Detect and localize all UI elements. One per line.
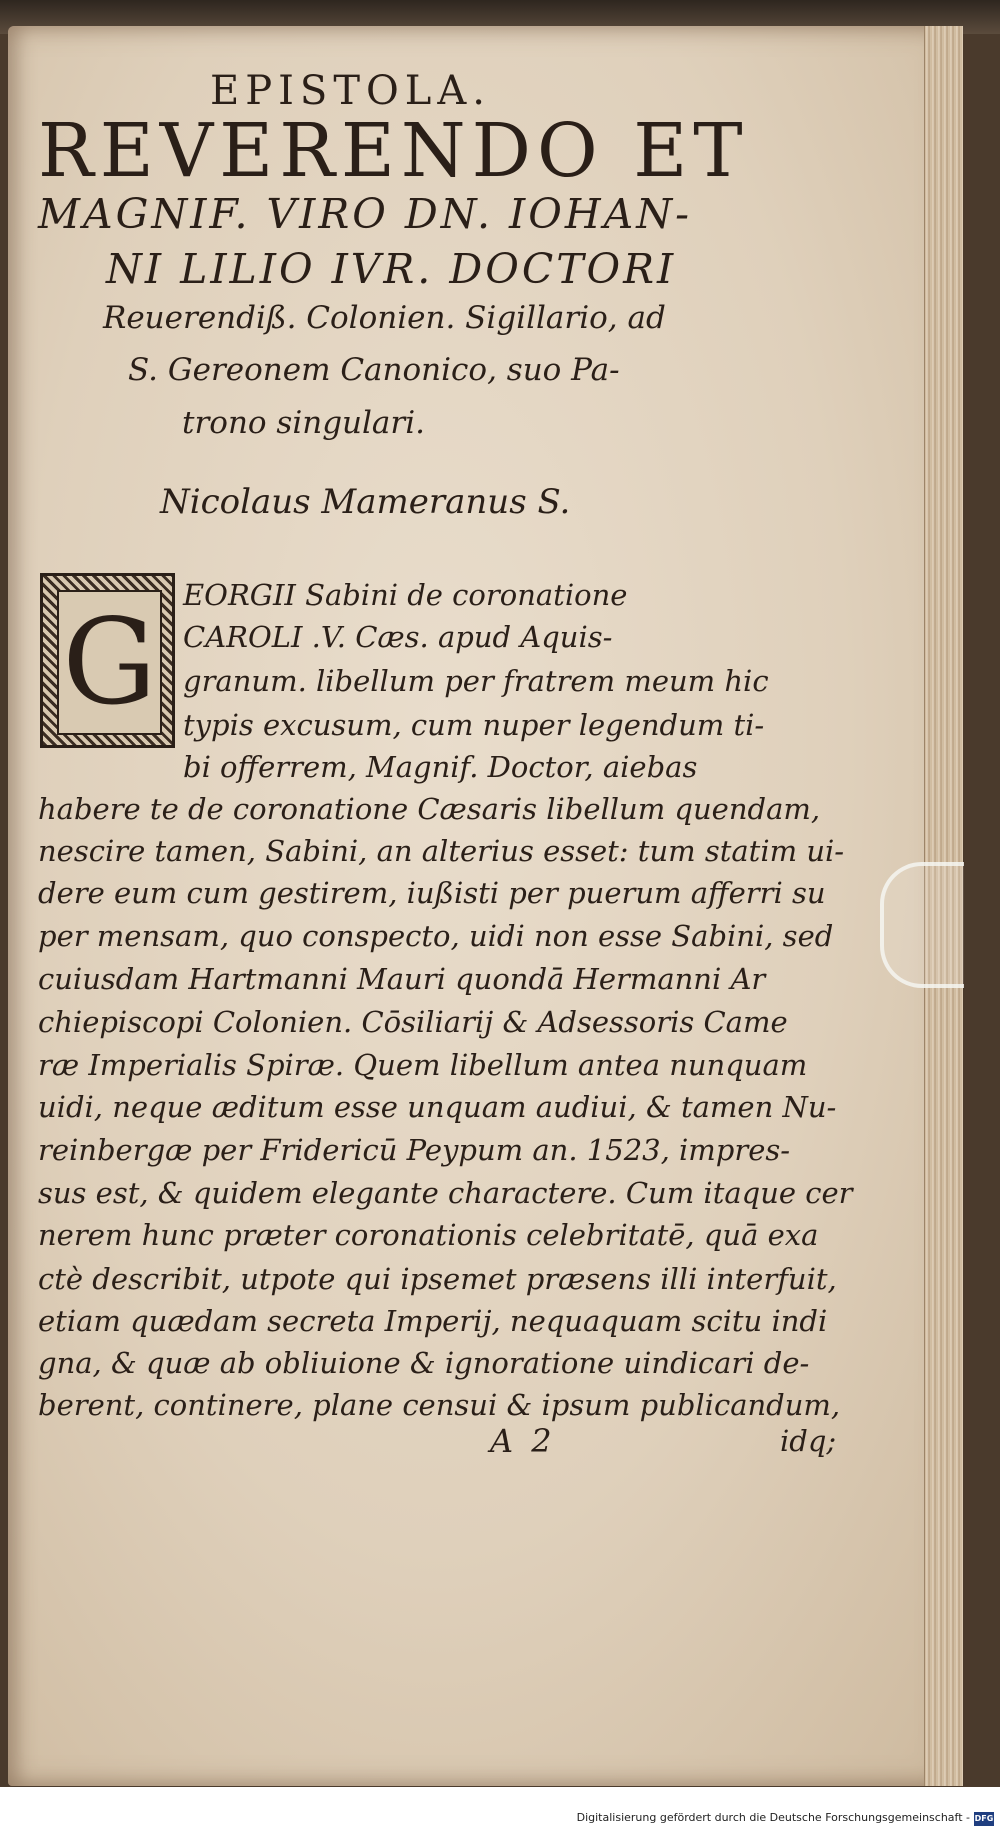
text-line: EORGII Sabini de coronatione [183, 578, 628, 612]
running-title: EPISTOLA. [210, 68, 491, 114]
text-line: uidi, neque æditum esse unquam audiui, & tamen Nu- [38, 1090, 837, 1124]
text-line: berent, continere, plane censui & ipsum publicandum, [38, 1388, 841, 1422]
text-line: per mensam, quo conspecto, uidi non esse Sabini, sed [38, 919, 834, 953]
text-line: etiam quædam secreta Imperij, nequaquam scitu indi [38, 1304, 828, 1338]
signature-mark: A 2 [490, 1422, 556, 1460]
text-line: habere te de coronatione Cæsaris libellum quendam, [38, 792, 821, 826]
heading-reverendo: REVERENDO ET [38, 108, 749, 194]
text-line: chiepiscopi Colonien. Cōsiliarij & Adsessoris Came [38, 1005, 788, 1039]
text-line: gna, & quæ ab obliuione & ignoratione uindicari de- [38, 1346, 810, 1380]
paper-clip [880, 862, 964, 988]
text-line: typis excusum, cum nuper legendum ti- [183, 708, 765, 742]
heading-line-3: MAGNIF. VIRO DN. IOHAN- [38, 190, 692, 238]
funding-notice: Digitalisierung gefördert durch die Deutsche Forschungsgemeinschaft - [576, 1811, 970, 1824]
heading-line-4: NI LILIO IVR. DOCTORI [106, 245, 677, 293]
text-line: ctè describit, utpote qui ipsemet præsens illi interfuit, [38, 1262, 837, 1296]
text-line: reinbergæ per Fridericū Peypum an. 1523, impres- [38, 1133, 791, 1167]
text-line: nescire tamen, Sabini, an alterius esset: tum statim ui- [38, 834, 845, 868]
dfg-logo[interactable]: DFG [974, 1812, 994, 1826]
text-line: nerem hunc præter coronationis celebritatē, quā exa [38, 1218, 819, 1252]
text-line: dere eum cum gestirem, iußisti per puerum afferri su [38, 876, 826, 910]
text-line: ræ Imperialis Spiræ. Quem libellum antea nunquam [38, 1048, 808, 1082]
text-line: cuiusdam Hartmanni Mauri quondā Hermanni Ar [38, 962, 766, 996]
text-line: sus est, & quidem elegante charactere. Cum itaque cer [38, 1176, 853, 1210]
salutation: Nicolaus Mameranus S. [160, 482, 571, 522]
text-line: granum. libellum per fratrem meum hic [183, 664, 769, 698]
text-line: CAROLI .V. Cæs. apud Aquis- [183, 620, 613, 654]
heading-line-5: Reuerendiß. Colonien. Sigillario, ad [103, 300, 666, 336]
heading-line-7: trono singulari. [182, 405, 426, 441]
decorated-initial [40, 573, 175, 748]
heading-line-6: S. Gereonem Canonico, suo Pa- [128, 352, 620, 388]
footer-bar [0, 1787, 1000, 1831]
initial-letter: G [57, 590, 162, 735]
catchword: idq; [780, 1424, 837, 1458]
text-line: bi offerrem, Magnif. Doctor, aiebas [183, 750, 698, 784]
